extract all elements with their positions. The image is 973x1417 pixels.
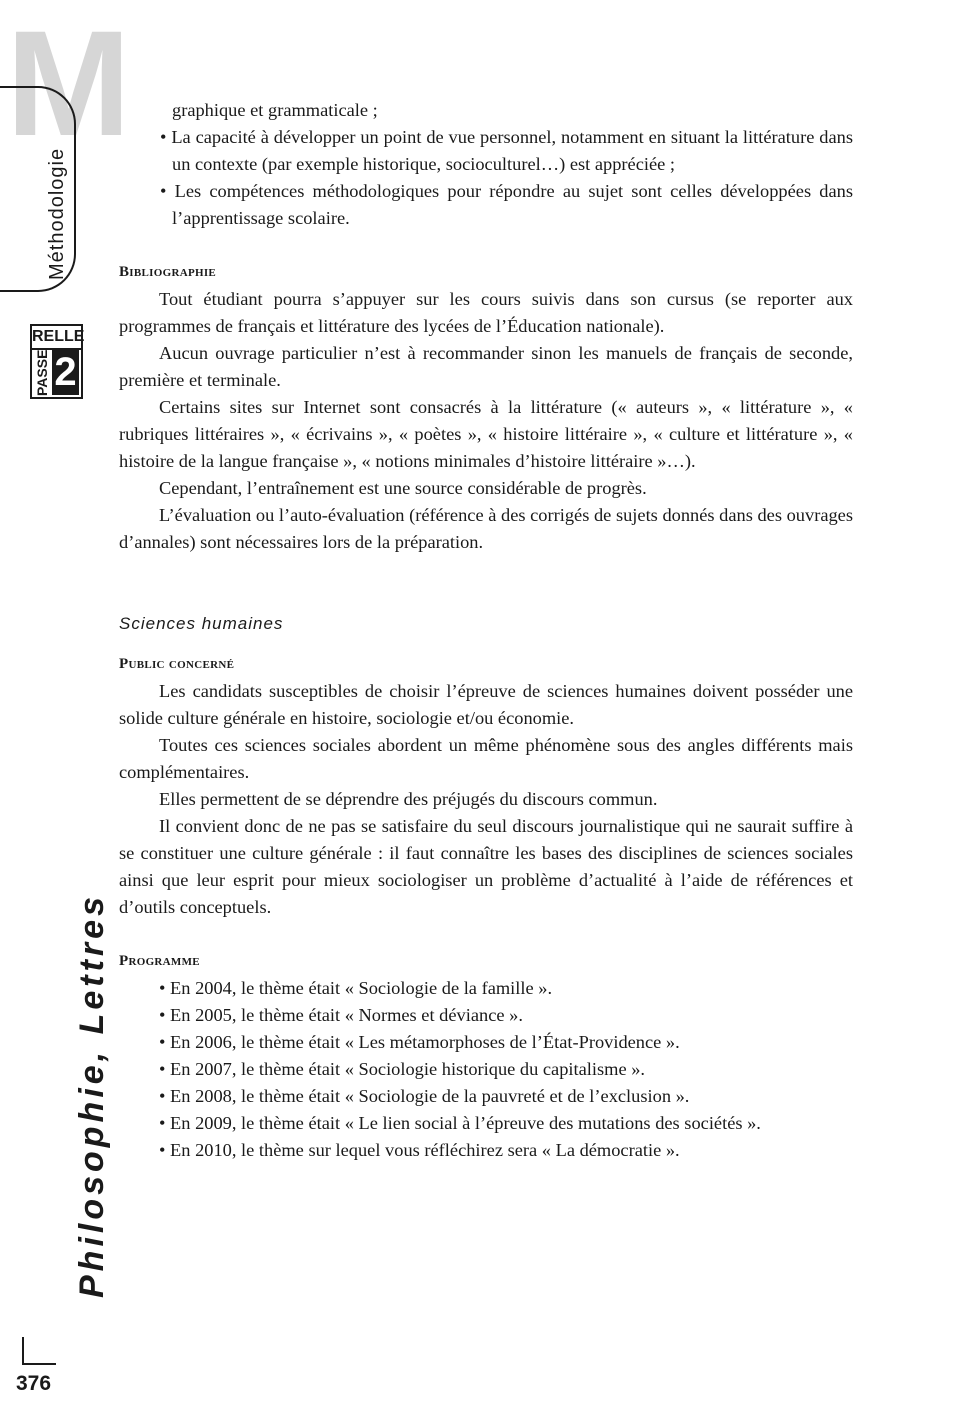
public-paragraph: Toutes ces sciences sociales abordent un même phénomène sous des angles différents mais complémentaires. [119,735,853,782]
corner-mark-vertical [22,1337,24,1365]
programme-item: • En 2008, le thème était « Sociologie de la pauvreté et de l’exclusion ». [159,1086,690,1106]
public-paragraph: Elles permettent de se déprendre des préjugés du discours commun. [159,789,658,809]
passerelle-logo-side: PASSE [34,349,50,396]
intro-bullet-text: La capacité à développer un point de vue personnel, notamment en situant la littérature dans un contexte (par exemple historique, socioculturel…) est appréciée ; [171,127,853,174]
page-body [119,97,853,1164]
running-side-title: Philosophie, Lettres [73,893,111,1298]
page-number: 376 [16,1372,52,1395]
programme-item: • En 2004, le thème était « Sociologie de la famille ». [159,978,553,998]
programme-item: • En 2009, le thème était « Le lien social à l’épreuve des mutations des sociétés ». [159,1113,761,1133]
chapter-letter: M [6,0,127,167]
bibliographie-paragraph: L’évaluation ou l’auto-évaluation (référence à des corrigés de sujets donnés dans des ouvrages d’annales) sont nécessaires lors de la préparation. [119,505,853,552]
bibliographie-paragraph: Cependant, l’entraînement est une source considérable de progrès. [159,478,647,498]
public-paragraph: Les candidats susceptibles de choisir l’épreuve de sciences humaines doivent posséder une solide culture générale en histoire, sociologie et/ou économie. [119,681,853,728]
passerelle-logo-top: RELLE [32,326,81,350]
passerelle-logo [30,324,83,399]
bibliographie-heading: Bibliographie [119,264,217,280]
intro-bullet: • Les compétences méthodologiques pour répondre au sujet sont celles développées dans l’apprentissage scolaire. [160,181,853,228]
corner-mark-horizontal [22,1363,56,1365]
bibliographie-paragraph: Tout étudiant pourra s’appuyer sur les cours suivis dans son cursus (se reporter aux programmes de français et littérature des lycées de l’Éducation nationale). [119,289,853,336]
bibliographie-paragraph: Aucun ouvrage particulier n’est à recommander sinon les manuels de français de seconde, première et terminale. [119,343,853,390]
public-heading: Public concerné [119,656,235,672]
programme-item: • En 2006, le thème était « Les métamorphoses de l’État-Providence ». [159,1032,680,1052]
programme-heading: Programme [119,953,200,969]
intro-bullet-text: Les compétences méthodologiques pour répondre au sujet sont celles développées dans l’apprentissage scolaire. [172,181,853,228]
section-title: Sciences humaines [119,614,284,633]
passerelle-logo-number: 2 [52,350,79,395]
programme-item: • En 2005, le thème était « Normes et déviance ». [159,1005,523,1025]
intro-continuation: graphique et grammaticale ; [172,100,378,120]
public-paragraph: Il convient donc de ne pas se satisfaire du seul discours journalistique qui ne saurait suffire à se constituer une culture générale : il faut connaître les bases des disciplines de sciences sociales ainsi que leur esprit pour mieux sociologiser un problème d’actualité à l’aide de références et d’outils conceptuels. [119,816,853,917]
chapter-tab-label: Méthodologie [46,147,68,280]
programme-item: • En 2007, le thème était « Sociologie historique du capitalisme ». [159,1059,646,1079]
programme-item: • En 2010, le thème sur lequel vous réfléchirez sera « La démocratie ». [159,1140,680,1160]
bibliographie-paragraph: Certains sites sur Internet sont consacrés à la littérature (« auteurs », « littérature », « rubriques littéraires », « écrivains », « poètes », « histoire littéraire », « culture et littérature », « histoire de la langue française », « notions minimales d’histoire littéraire »…). [119,397,853,471]
intro-bullet: • La capacité à développer un point de vue personnel, notamment en situant la littérature dans un contexte (par exemple historique, socioculturel…) est appréciée ; [160,127,853,174]
